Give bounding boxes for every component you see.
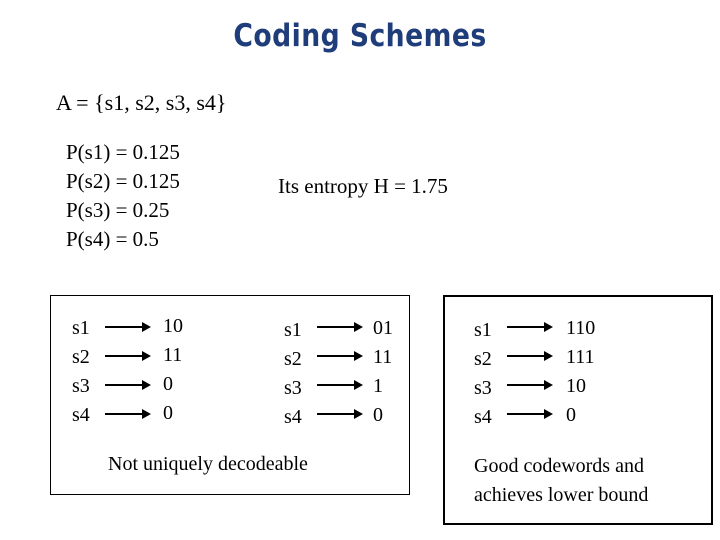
scheme3-symbol: s2	[474, 348, 492, 370]
scheme3-caption	[474, 452, 648, 510]
set-definition: A = {s1, s2, s3, s4}	[56, 90, 227, 115]
scheme2-symbols	[284, 316, 302, 432]
scheme1-arrows	[104, 314, 152, 430]
probability-list	[66, 138, 180, 254]
scheme3-symbol: s4	[474, 406, 492, 428]
scheme1-code: 0	[163, 373, 173, 395]
scheme3-symbol: s1	[474, 319, 492, 341]
scheme2-code: 0	[373, 404, 383, 426]
scheme2-caption: Not uniquely decodeable	[108, 453, 308, 475]
scheme1-symbol: s3	[72, 375, 90, 397]
scheme3-caption-line2: achieves lower bound	[474, 484, 649, 506]
scheme3-code: 111	[566, 346, 595, 368]
scheme1-code: 11	[163, 344, 183, 366]
scheme3-codes	[566, 314, 595, 430]
scheme1-symbol: s2	[72, 346, 90, 368]
scheme1-code: 0	[163, 402, 173, 424]
scheme2-symbol: s2	[284, 348, 302, 370]
scheme2-code: 11	[373, 346, 393, 368]
scheme1-code: 10	[163, 315, 183, 337]
scheme1-symbol: s4	[72, 404, 90, 426]
scheme3-symbol: s3	[474, 377, 492, 399]
scheme3-code: 0	[566, 404, 576, 426]
scheme2-code: 1	[373, 375, 383, 397]
scheme3-code: 110	[566, 317, 596, 339]
scheme2-symbol: s4	[284, 406, 302, 428]
slide-title: Coding Schemes	[233, 18, 487, 54]
scheme2-codes	[373, 314, 393, 430]
scheme2-code: 01	[373, 317, 393, 339]
entropy-statement: Its entropy H = 1.75	[278, 174, 448, 198]
probability-s4: P(s4) = 0.5	[66, 227, 159, 251]
scheme1-symbols	[72, 314, 90, 430]
scheme3-caption-line1: Good codewords and	[474, 455, 644, 477]
scheme3-arrows	[506, 314, 554, 430]
probability-s2: P(s2) = 0.125	[66, 169, 180, 193]
scheme3-symbols	[474, 316, 492, 432]
scheme2-symbol: s1	[284, 319, 302, 341]
scheme1-codes	[163, 312, 183, 428]
scheme2-symbol: s3	[284, 377, 302, 399]
probability-s3: P(s3) = 0.25	[66, 198, 170, 222]
scheme1-symbol: s1	[72, 317, 90, 339]
scheme2-arrows	[316, 314, 364, 430]
scheme3-code: 10	[566, 375, 586, 397]
probability-s1: P(s1) = 0.125	[66, 140, 180, 164]
